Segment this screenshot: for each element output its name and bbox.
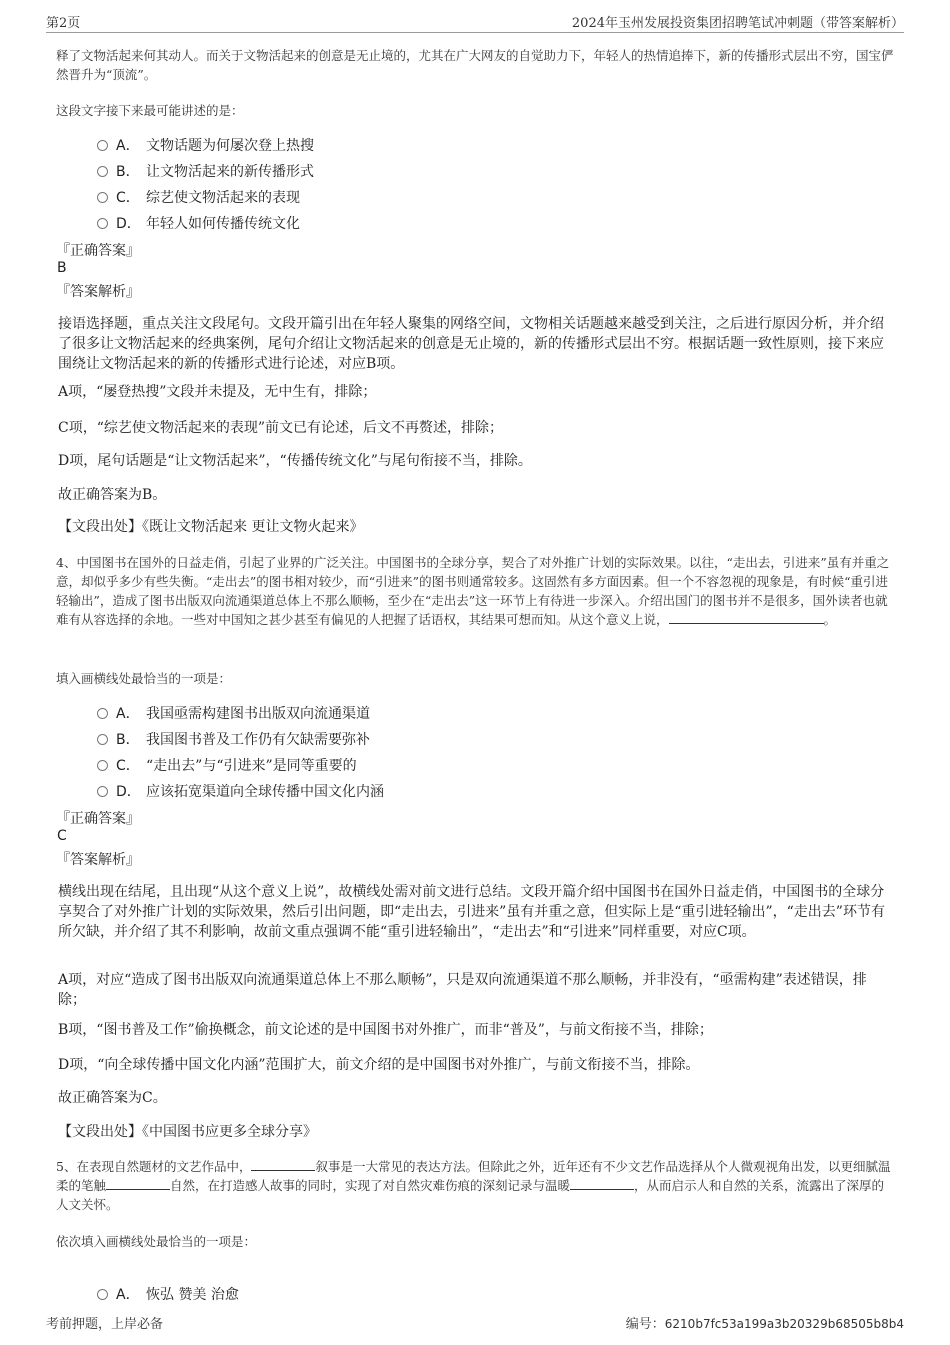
- answer-blank: [570, 1177, 634, 1190]
- radio-icon[interactable]: [97, 708, 108, 719]
- q3-analysis-c: C项，“综艺使文物活起来的表现”前文已有论述，后文不再赘述，排除；: [58, 420, 504, 436]
- q4-analysis-label: 『答案解析』: [56, 852, 140, 868]
- q3-analysis-d: D项，尾句话题是“让文物活起来”，“传播传统文化”与尾句衔接不当，排除。: [58, 453, 532, 469]
- q3-answer-label: 『正确答案』: [56, 243, 140, 259]
- q4-answer: C: [57, 828, 67, 844]
- q4-analysis-a: A项，对应“造成了图书出版双向流通渠道总体上不那么顺畅”，只是双向流通渠道不那么顺畅，并非没有，“亟需构建”表述错误，排除；: [58, 972, 867, 1008]
- radio-icon[interactable]: [97, 140, 108, 151]
- q4-source: 【文段出处】《中国图书应更多全球分享》: [58, 1124, 317, 1140]
- q3-source: 【文段出处】《既让文物活起来 更让文物火起来》: [58, 519, 364, 535]
- q5-option-a[interactable]: A． 恢弘 赞美 治愈: [97, 1284, 239, 1304]
- page-header: [46, 10, 904, 33]
- q4-analysis-b: B项，“图书普及工作”偷换概念，前文论述的是中国图书对外推广，而非“普及”，与前文衔接不当，排除；: [58, 1022, 713, 1038]
- radio-icon[interactable]: [97, 166, 108, 177]
- q4-passage: 4、中国图书在国外的日益走俏，引起了业界的广泛关注。中国图书的全球分享，契合了对外推广计划的实际效果。以往，“走出去，引进来”虽有并重之意，却似乎多少有些失衡。“走出去”的图书相对较少，而“引进来”的图书则通常较多。这固然有多方面因素。但一个不容忽视的现象是，有时候“重引进轻输出”，造成了图书出版双向流通渠道总体上不那么顺畅，至少在“走出去”这一环节上有待进一步深入。介绍出国门的图书并不是很多，国外读者也就难有从容选择的余地。一些对中国知之甚少甚至有偏见的人把握了话语权，其结果可想而知。从这个意义上说， 。: [56, 555, 890, 627]
- document-code: 编号：6210b7fc53a199a3b20329b68505b8b4: [625, 1317, 904, 1332]
- q3-conclusion: 故正确答案为B。: [58, 487, 167, 503]
- q4-question: 填入画横线处最恰当的一项是：: [56, 671, 232, 686]
- q3-option-c[interactable]: C． 综艺使文物活起来的表现: [97, 187, 300, 207]
- radio-icon[interactable]: [97, 192, 108, 203]
- radio-icon[interactable]: [97, 760, 108, 771]
- q3-passage-tail: 释了文物活起来何其动人。而关于文物活起来的创意是无止境的，尤其在广大网友的自觉助力下，年轻人的热情追捧下，新的传播形式层出不穷，国宝俨然晋升为“顶流”。: [56, 48, 894, 82]
- q5-passage: 5、在表现自然题材的文艺作品中， 叙事是一大常见的表达方法。但除此之外，近年还有不少文艺作品选择从个人微观视角出发，以更细腻温柔的笔触 自然，在打造感人故事的同时，实现了对自然灾难伤痕的深刻记录与温暖 ，从而启示人和自然的关系，流露出了深厚的人文关怀。: [56, 1159, 891, 1212]
- q5-question: 依次填入画横线处最恰当的一项是：: [56, 1234, 257, 1249]
- q3-question: 这段文字接下来最可能讲述的是：: [56, 103, 244, 118]
- answer-blank: [106, 1177, 170, 1190]
- q3-option-a[interactable]: A． 文物话题为何屡次登上热搜: [97, 135, 314, 155]
- answer-blank: [251, 1158, 315, 1171]
- radio-icon[interactable]: [97, 734, 108, 745]
- q4-option-a[interactable]: A． 我国亟需构建图书出版双向流通渠道: [97, 703, 370, 723]
- q4-answer-label: 『正确答案』: [56, 811, 140, 827]
- radio-icon[interactable]: [97, 218, 108, 229]
- q4-conclusion: 故正确答案为C。: [58, 1090, 167, 1106]
- q3-analysis-label: 『答案解析』: [56, 284, 140, 300]
- radio-icon[interactable]: [97, 786, 108, 797]
- footer-slogan: 考前押题，上岸必备: [46, 1317, 164, 1332]
- q3-option-d[interactable]: D． 年轻人如何传播传统文化: [97, 213, 300, 233]
- q3-option-b[interactable]: B． 让文物活起来的新传播形式: [97, 161, 314, 181]
- q4-option-c[interactable]: C． “走出去”与“引进来”是同等重要的: [97, 755, 357, 775]
- page-number: 第2页: [46, 16, 81, 31]
- radio-icon[interactable]: [97, 1289, 108, 1300]
- q4-analysis-main: 横线出现在结尾，且出现“从这个意义上说”，故横线处需对前文进行总结。文段开篇介绍中国图书在国外日益走俏，中国图书的全球分享契合了对外推广计划的实际效果，然后引出问题，即“走出去，引进来”虽有并重之意，但实际上是“重引进轻输出”，“走出去”环节有所欠缺，并介绍了其不利影响，故前文重点强调不能“重引进轻输出”，“走出去”和“引进来”同样重要，对应C项。: [58, 884, 885, 940]
- answer-blank: [669, 611, 824, 624]
- document-title: 2024年玉州发展投资集团招聘笔试冲刺题（带答案解析）: [571, 16, 904, 31]
- q4-option-b[interactable]: B． 我国图书普及工作仍有欠缺需要弥补: [97, 729, 370, 749]
- q3-analysis-a: A项，“屡登热搜”文段并未提及，无中生有，排除；: [58, 384, 377, 400]
- q4-option-d[interactable]: D． 应该拓宽渠道向全球传播中国文化内涵: [97, 781, 384, 801]
- q3-answer: B: [57, 260, 67, 276]
- q4-analysis-d: D项，“向全球传播中国文化内涵”范围扩大，前文介绍的是中国图书对外推广，与前文衔接不当，排除。: [58, 1057, 700, 1073]
- q3-analysis-main: 接语选择题，重点关注文段尾句。文段开篇引出在年轻人聚集的网络空间，文物相关话题越来越受到关注，之后进行原因分析，并介绍了很多让文物活起来的经典案例，尾句介绍让文物活起来的创意是无止境的，新的传播形式层出不穷。根据话题一致性原则，接下来应围绕让文物活起来的新的传播形式进行论述，对应B项。: [58, 316, 884, 372]
